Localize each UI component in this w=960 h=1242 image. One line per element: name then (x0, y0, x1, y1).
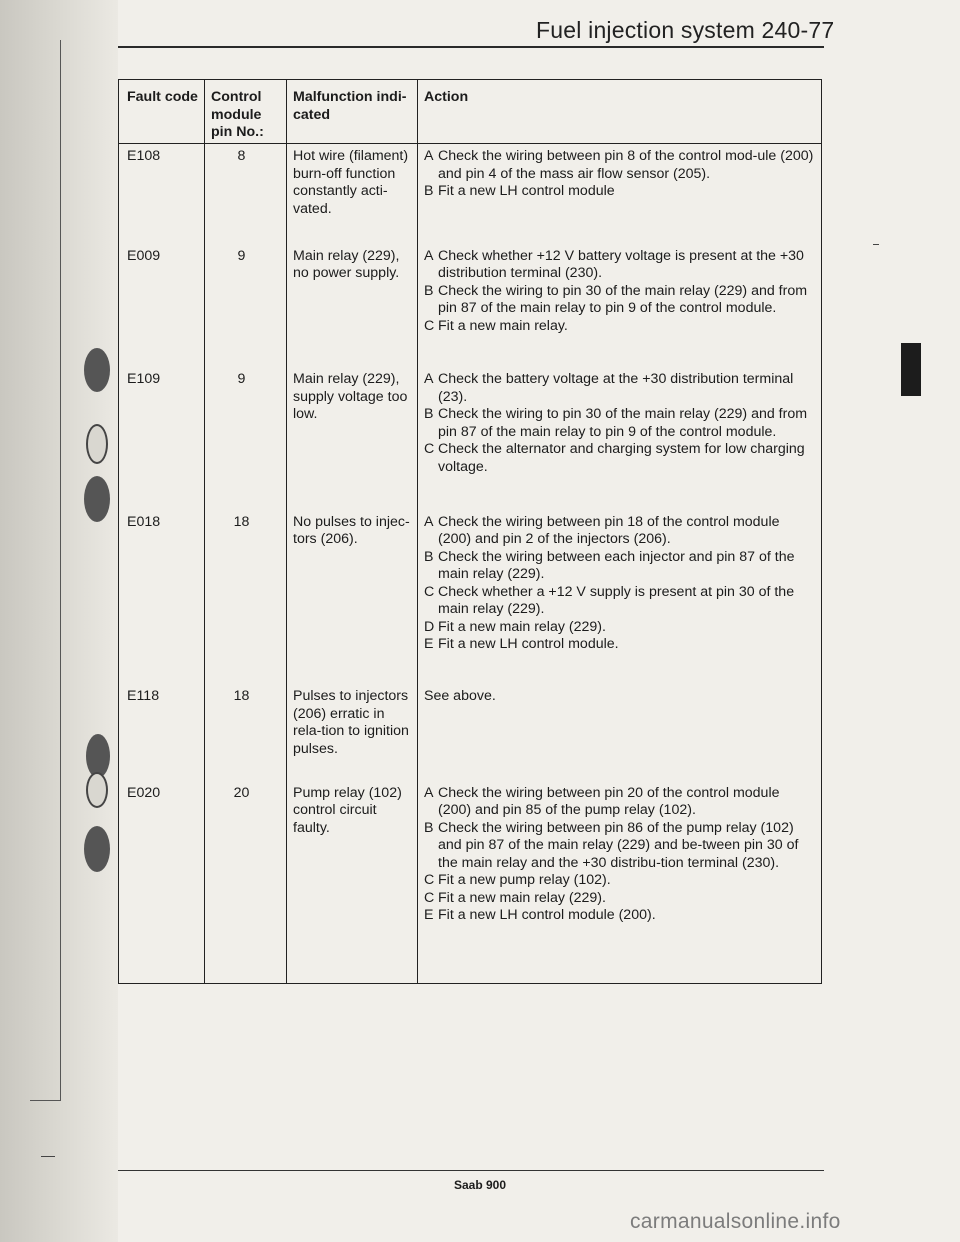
binding-margin (0, 0, 118, 1242)
action-step-text: Check the wiring between pin 86 of the pump relay (102) and pin 87 of the main relay (229) and be-tween pin 30 of the main relay and the +30 distribu-tion terminal (230). (438, 819, 799, 871)
action-step (424, 688, 815, 706)
action-step-letter: B (424, 406, 434, 423)
action-step (424, 820, 815, 873)
action-cell (418, 244, 822, 367)
malfunction-cell: Pump relay (102) control circuit faulty. (287, 781, 418, 984)
action-step-letter: A (424, 513, 434, 530)
section-thumb-tab (901, 343, 921, 396)
action-step-text: Fit a new LH control module (200). (438, 907, 656, 924)
action-step-letter: A (424, 784, 434, 801)
action-step-text: Check whether +12 V battery voltage is present at the +30 distribution terminal (230). (438, 247, 804, 282)
action-step (424, 441, 815, 476)
header-malfunction: Malfunction indi-cated (287, 80, 418, 144)
action-step-text: See above. (424, 688, 496, 705)
action-step-letter: A (424, 148, 434, 164)
margin-dash (873, 244, 879, 245)
action-step-letter: C (424, 889, 435, 906)
action-step-text: Check the battery voltage at the +30 distribution terminal (23). (438, 371, 794, 405)
fault-code-cell: E118 (119, 684, 205, 780)
action-step-text: Fit a new LH control module. (438, 636, 619, 653)
fault-code-cell: E020 (119, 781, 205, 984)
fault-code-table (118, 79, 822, 984)
action-cell (418, 510, 822, 685)
table-row (119, 510, 822, 685)
fault-code-cell: E108 (119, 144, 205, 244)
binder-hole (86, 424, 108, 464)
action-step (424, 283, 815, 318)
action-cell (418, 367, 822, 510)
action-step-letter: E (424, 907, 434, 924)
action-step-text: Fit a new LH control module (438, 183, 615, 199)
action-step (424, 549, 815, 584)
action-step (424, 248, 815, 283)
action-step (424, 890, 815, 908)
action-step-letter: D (424, 618, 435, 635)
malfunction-cell: Main relay (229), supply voltage too low. (287, 367, 418, 510)
control-pin-cell: 18 (205, 684, 287, 780)
action-step (424, 514, 815, 549)
table-header-row (119, 80, 822, 144)
action-step-letter: C (424, 441, 435, 458)
malfunction-cell: Pulses to injectors (206) erratic in rela-tion to ignition pulses. (287, 684, 418, 780)
action-step-text: Fit a new main relay (229). (438, 618, 606, 635)
action-step (424, 406, 815, 441)
footer-rule (118, 1170, 824, 1171)
action-step (424, 148, 815, 183)
table-row (119, 144, 822, 244)
binder-hole (84, 826, 110, 872)
page-edge-hook (30, 1100, 61, 1101)
malfunction-cell: Main relay (229), no power supply. (287, 244, 418, 367)
footer-model: Saab 900 (453, 1178, 507, 1192)
table-row (119, 367, 822, 510)
action-step-letter: B (424, 819, 434, 836)
action-step-letter: C (424, 872, 435, 889)
action-step (424, 584, 815, 619)
action-step-letter: E (424, 636, 434, 653)
header-fault-code: Fault code (119, 80, 205, 144)
margin-dash (41, 1156, 55, 1157)
action-step-text: Fit a new main relay (229). (438, 889, 606, 906)
control-pin-cell: 9 (205, 244, 287, 367)
action-step-text: Check whether a +12 V supply is present at pin 30 of the main relay (229). (438, 583, 795, 618)
table-body (119, 144, 822, 984)
action-step-letter: B (424, 282, 434, 299)
watermark: carmanualsonline.info (630, 1210, 841, 1233)
action-step-text: Check the wiring between pin 20 of the control module (200) and pin 85 of the pump relay (102). (438, 784, 780, 819)
action-step-letter: A (424, 247, 434, 264)
action-step (424, 619, 815, 637)
header-control-pin: Control module pin No.: (205, 80, 287, 144)
action-step-text: Check the alternator and charging system for low charging voltage. (438, 441, 805, 475)
action-cell (418, 684, 822, 780)
header-action: Action (418, 80, 822, 144)
table-row (119, 244, 822, 367)
fault-code-cell: E009 (119, 244, 205, 367)
header-rule (118, 46, 824, 48)
binder-hole (84, 348, 110, 392)
action-step (424, 371, 815, 406)
binder-hole (84, 476, 110, 522)
action-step (424, 636, 815, 654)
action-step-text: Check the wiring between each injector and pin 87 of the main relay (229). (438, 548, 795, 583)
control-pin-cell: 9 (205, 367, 287, 510)
action-cell (418, 144, 822, 244)
fault-code-cell: E018 (119, 510, 205, 685)
action-cell (418, 781, 822, 984)
action-step (424, 872, 815, 890)
page-edge-line (60, 40, 61, 1100)
action-step (424, 183, 815, 201)
fault-code-cell: E109 (119, 367, 205, 510)
control-pin-cell: 20 (205, 781, 287, 984)
action-step-text: Check the wiring to pin 30 of the main relay (229) and from pin 87 of the main relay to pin 9 of the control module. (438, 406, 808, 440)
action-step-text: Check the wiring between pin 18 of the control module (200) and pin 2 of the injectors (206). (438, 513, 780, 548)
control-pin-cell: 8 (205, 144, 287, 244)
action-step-text: Fit a new main relay. (438, 317, 568, 334)
control-pin-cell: 18 (205, 510, 287, 685)
action-step-text: Check the wiring to pin 30 of the main relay (229) and from pin 87 of the main relay to pin 9 of the control module. (438, 282, 808, 317)
malfunction-cell: Hot wire (filament) burn-off function constantly acti-vated. (287, 144, 418, 244)
table-row (119, 684, 822, 780)
action-step-letter: A (424, 371, 434, 388)
action-step-text: Fit a new pump relay (102). (438, 872, 611, 889)
binder-hole (86, 772, 108, 808)
malfunction-cell: No pulses to injec-tors (206). (287, 510, 418, 685)
action-step-letter: B (424, 548, 434, 565)
action-step-letter: C (424, 583, 435, 600)
action-step (424, 907, 815, 925)
page-title: Fuel injection system 240-77 (536, 17, 835, 43)
table-row (119, 781, 822, 984)
action-step-text: Check the wiring between pin 8 of the control mod-ule (200) and pin 4 of the mass air flow sensor (205). (438, 148, 814, 182)
action-step-letter: B (424, 183, 434, 199)
action-step-letter: C (424, 317, 435, 334)
action-step (424, 318, 815, 336)
action-step (424, 785, 815, 820)
